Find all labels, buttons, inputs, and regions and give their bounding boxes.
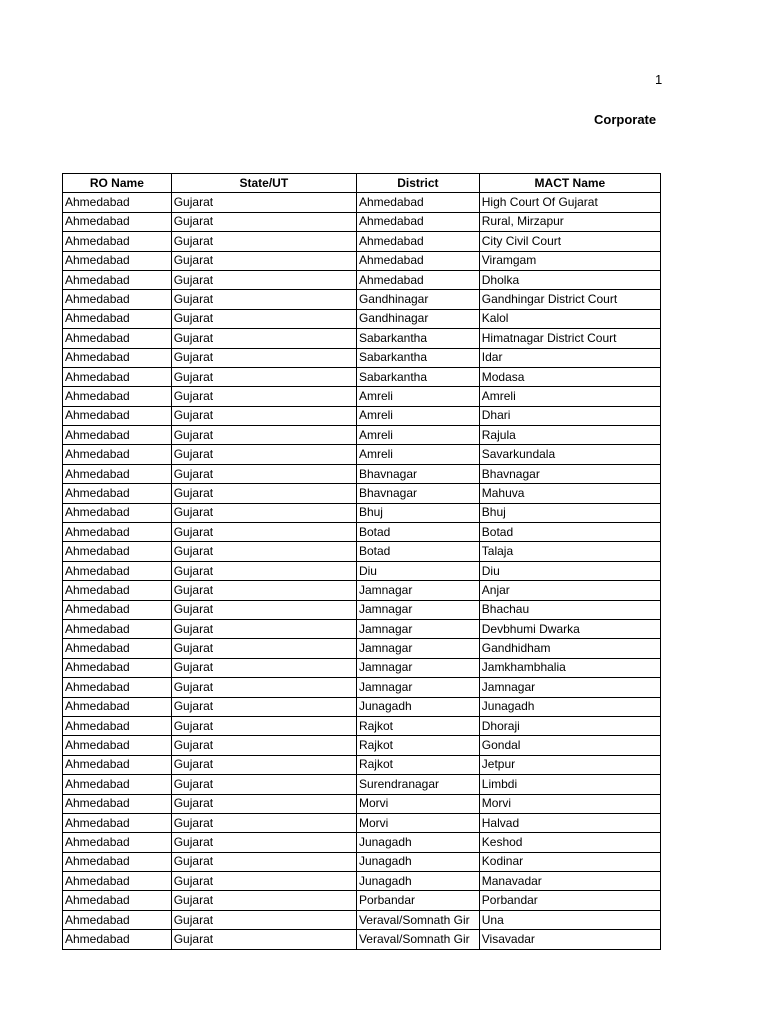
district-cell: Bhavnagar bbox=[356, 484, 479, 503]
state-ut-cell: Gujarat bbox=[171, 561, 356, 580]
table-row bbox=[63, 755, 661, 774]
table-row bbox=[63, 309, 661, 328]
mact-name-cell: Amreli bbox=[479, 387, 660, 406]
district-cell: Jamnagar bbox=[356, 678, 479, 697]
ro-name-cell: Ahmedabad bbox=[63, 639, 172, 658]
mact-name-cell: Visavadar bbox=[479, 930, 660, 949]
district-cell: Ahmedabad bbox=[356, 232, 479, 251]
district-cell: Rajkot bbox=[356, 755, 479, 774]
mact-name-cell: Rural, Mirzapur bbox=[479, 212, 660, 231]
mact-name-cell: Manavadar bbox=[479, 872, 660, 891]
ro-name-cell: Ahmedabad bbox=[63, 697, 172, 716]
ro-name-cell: Ahmedabad bbox=[63, 348, 172, 367]
mact-name-cell: Devbhumi Dwarka bbox=[479, 619, 660, 638]
ro-name-cell: Ahmedabad bbox=[63, 813, 172, 832]
ro-name-cell: Ahmedabad bbox=[63, 193, 172, 212]
state-ut-cell: Gujarat bbox=[171, 270, 356, 289]
mact-name-cell: Bhavnagar bbox=[479, 464, 660, 483]
table-row bbox=[63, 561, 661, 580]
district-cell: Jamnagar bbox=[356, 600, 479, 619]
table-row bbox=[63, 445, 661, 464]
ro-name-cell: Ahmedabad bbox=[63, 387, 172, 406]
state-ut-cell: Gujarat bbox=[171, 930, 356, 949]
state-ut-cell: Gujarat bbox=[171, 542, 356, 561]
table-row bbox=[63, 930, 661, 949]
mact-name-cell: Kalol bbox=[479, 309, 660, 328]
district-cell: Sabarkantha bbox=[356, 367, 479, 386]
state-ut-cell: Gujarat bbox=[171, 910, 356, 929]
mact-name-cell: Mahuva bbox=[479, 484, 660, 503]
mact-name-cell: Porbandar bbox=[479, 891, 660, 910]
ro-name-cell: Ahmedabad bbox=[63, 523, 172, 542]
ro-name-cell: Ahmedabad bbox=[63, 930, 172, 949]
state-ut-cell: Gujarat bbox=[171, 367, 356, 386]
page-heading: Corporate bbox=[594, 112, 657, 127]
ro-name-cell: Ahmedabad bbox=[63, 445, 172, 464]
table-row bbox=[63, 872, 661, 891]
ro-name-cell: Ahmedabad bbox=[63, 426, 172, 445]
table-row bbox=[63, 658, 661, 677]
table-row bbox=[63, 523, 661, 542]
mact-name-cell: Dhari bbox=[479, 406, 660, 425]
district-cell: Veraval/Somnath Gir bbox=[356, 910, 479, 929]
state-ut-cell: Gujarat bbox=[171, 212, 356, 231]
state-ut-cell: Gujarat bbox=[171, 581, 356, 600]
ro-name-cell: Ahmedabad bbox=[63, 581, 172, 600]
district-cell: Amreli bbox=[356, 387, 479, 406]
state-ut-cell: Gujarat bbox=[171, 833, 356, 852]
table-row bbox=[63, 794, 661, 813]
table-row bbox=[63, 329, 661, 348]
mact-name-cell: Diu bbox=[479, 561, 660, 580]
table-row bbox=[63, 619, 661, 638]
table-row bbox=[63, 813, 661, 832]
state-ut-cell: Gujarat bbox=[171, 697, 356, 716]
mact-name-cell: Morvi bbox=[479, 794, 660, 813]
table-row bbox=[63, 775, 661, 794]
mact-name-cell: City Civil Court bbox=[479, 232, 660, 251]
ro-name-cell: Ahmedabad bbox=[63, 212, 172, 231]
ro-name-cell: Ahmedabad bbox=[63, 232, 172, 251]
mact-name-cell: Gandhidham bbox=[479, 639, 660, 658]
state-ut-cell: Gujarat bbox=[171, 290, 356, 309]
district-cell: Junagadh bbox=[356, 697, 479, 716]
ro-name-cell: Ahmedabad bbox=[63, 329, 172, 348]
state-ut-cell: Gujarat bbox=[171, 503, 356, 522]
state-ut-cell: Gujarat bbox=[171, 232, 356, 251]
table-row bbox=[63, 852, 661, 871]
table-row bbox=[63, 678, 661, 697]
mact-name-cell: Idar bbox=[479, 348, 660, 367]
district-cell: Morvi bbox=[356, 813, 479, 832]
state-ut-cell: Gujarat bbox=[171, 329, 356, 348]
header-ro-name: RO Name bbox=[63, 174, 172, 193]
district-cell: Diu bbox=[356, 561, 479, 580]
mact-name-cell: High Court Of Gujarat bbox=[479, 193, 660, 212]
district-cell: Bhuj bbox=[356, 503, 479, 522]
ro-name-cell: Ahmedabad bbox=[63, 503, 172, 522]
table-row bbox=[63, 387, 661, 406]
district-cell: Ahmedabad bbox=[356, 212, 479, 231]
table-row bbox=[63, 212, 661, 231]
mact-name-cell: Anjar bbox=[479, 581, 660, 600]
mact-name-cell: Dhoraji bbox=[479, 716, 660, 735]
ro-name-cell: Ahmedabad bbox=[63, 833, 172, 852]
state-ut-cell: Gujarat bbox=[171, 406, 356, 425]
ro-name-cell: Ahmedabad bbox=[63, 270, 172, 289]
state-ut-cell: Gujarat bbox=[171, 639, 356, 658]
district-cell: Gandhinagar bbox=[356, 290, 479, 309]
table-row bbox=[63, 348, 661, 367]
state-ut-cell: Gujarat bbox=[171, 523, 356, 542]
district-cell: Junagadh bbox=[356, 833, 479, 852]
ro-name-cell: Ahmedabad bbox=[63, 290, 172, 309]
ro-name-cell: Ahmedabad bbox=[63, 755, 172, 774]
table-row bbox=[63, 581, 661, 600]
district-cell: Porbandar bbox=[356, 891, 479, 910]
table-row bbox=[63, 503, 661, 522]
ro-name-cell: Ahmedabad bbox=[63, 600, 172, 619]
district-cell: Rajkot bbox=[356, 736, 479, 755]
district-cell: Botad bbox=[356, 523, 479, 542]
state-ut-cell: Gujarat bbox=[171, 445, 356, 464]
state-ut-cell: Gujarat bbox=[171, 251, 356, 270]
district-cell: Amreli bbox=[356, 426, 479, 445]
mact-table bbox=[62, 173, 661, 950]
table-row bbox=[63, 910, 661, 929]
table-row bbox=[63, 639, 661, 658]
state-ut-cell: Gujarat bbox=[171, 891, 356, 910]
ro-name-cell: Ahmedabad bbox=[63, 309, 172, 328]
table-header bbox=[63, 174, 661, 193]
table-row bbox=[63, 290, 661, 309]
district-cell: Gandhinagar bbox=[356, 309, 479, 328]
mact-name-cell: Himatnagar District Court bbox=[479, 329, 660, 348]
ro-name-cell: Ahmedabad bbox=[63, 775, 172, 794]
district-cell: Jamnagar bbox=[356, 658, 479, 677]
ro-name-cell: Ahmedabad bbox=[63, 794, 172, 813]
state-ut-cell: Gujarat bbox=[171, 813, 356, 832]
state-ut-cell: Gujarat bbox=[171, 755, 356, 774]
state-ut-cell: Gujarat bbox=[171, 348, 356, 367]
mact-name-cell: Jetpur bbox=[479, 755, 660, 774]
ro-name-cell: Ahmedabad bbox=[63, 678, 172, 697]
district-cell: Amreli bbox=[356, 445, 479, 464]
state-ut-cell: Gujarat bbox=[171, 716, 356, 735]
header-mact-name: MACT Name bbox=[479, 174, 660, 193]
mact-name-cell: Gondal bbox=[479, 736, 660, 755]
ro-name-cell: Ahmedabad bbox=[63, 872, 172, 891]
district-cell: Ahmedabad bbox=[356, 251, 479, 270]
ro-name-cell: Ahmedabad bbox=[63, 367, 172, 386]
mact-name-cell: Talaja bbox=[479, 542, 660, 561]
table-row bbox=[63, 251, 661, 270]
state-ut-cell: Gujarat bbox=[171, 794, 356, 813]
mact-name-cell: Jamnagar bbox=[479, 678, 660, 697]
mact-name-cell: Una bbox=[479, 910, 660, 929]
mact-name-cell: Modasa bbox=[479, 367, 660, 386]
table-row bbox=[63, 833, 661, 852]
district-cell: Jamnagar bbox=[356, 639, 479, 658]
table-row bbox=[63, 406, 661, 425]
ro-name-cell: Ahmedabad bbox=[63, 561, 172, 580]
district-cell: Morvi bbox=[356, 794, 479, 813]
district-cell: Sabarkantha bbox=[356, 348, 479, 367]
district-cell: Amreli bbox=[356, 406, 479, 425]
ro-name-cell: Ahmedabad bbox=[63, 464, 172, 483]
state-ut-cell: Gujarat bbox=[171, 426, 356, 445]
district-cell: Junagadh bbox=[356, 872, 479, 891]
mact-name-cell: Bhuj bbox=[479, 503, 660, 522]
state-ut-cell: Gujarat bbox=[171, 852, 356, 871]
table-row bbox=[63, 697, 661, 716]
table-row bbox=[63, 484, 661, 503]
district-cell: Sabarkantha bbox=[356, 329, 479, 348]
state-ut-cell: Gujarat bbox=[171, 736, 356, 755]
ro-name-cell: Ahmedabad bbox=[63, 406, 172, 425]
mact-name-cell: Dholka bbox=[479, 270, 660, 289]
mact-name-cell: Jamkhambhalia bbox=[479, 658, 660, 677]
mact-name-cell: Botad bbox=[479, 523, 660, 542]
table-row bbox=[63, 193, 661, 212]
district-cell: Veraval/Somnath Gir bbox=[356, 930, 479, 949]
ro-name-cell: Ahmedabad bbox=[63, 716, 172, 735]
ro-name-cell: Ahmedabad bbox=[63, 619, 172, 638]
state-ut-cell: Gujarat bbox=[171, 658, 356, 677]
mact-name-cell: Bhachau bbox=[479, 600, 660, 619]
ro-name-cell: Ahmedabad bbox=[63, 910, 172, 929]
ro-name-cell: Ahmedabad bbox=[63, 658, 172, 677]
ro-name-cell: Ahmedabad bbox=[63, 736, 172, 755]
ro-name-cell: Ahmedabad bbox=[63, 891, 172, 910]
ro-name-cell: Ahmedabad bbox=[63, 484, 172, 503]
mact-name-cell: Viramgam bbox=[479, 251, 660, 270]
table-body bbox=[63, 193, 661, 949]
table-row bbox=[63, 426, 661, 445]
table-row bbox=[63, 270, 661, 289]
state-ut-cell: Gujarat bbox=[171, 678, 356, 697]
district-cell: Jamnagar bbox=[356, 581, 479, 600]
state-ut-cell: Gujarat bbox=[171, 600, 356, 619]
mact-name-cell: Junagadh bbox=[479, 697, 660, 716]
header-state-ut: State/UT bbox=[171, 174, 356, 193]
state-ut-cell: Gujarat bbox=[171, 872, 356, 891]
header-district: District bbox=[356, 174, 479, 193]
table-row bbox=[63, 600, 661, 619]
state-ut-cell: Gujarat bbox=[171, 484, 356, 503]
table-row bbox=[63, 367, 661, 386]
ro-name-cell: Ahmedabad bbox=[63, 852, 172, 871]
mact-name-cell: Kodinar bbox=[479, 852, 660, 871]
district-cell: Rajkot bbox=[356, 716, 479, 735]
mact-name-cell: Keshod bbox=[479, 833, 660, 852]
state-ut-cell: Gujarat bbox=[171, 464, 356, 483]
district-cell: Jamnagar bbox=[356, 619, 479, 638]
state-ut-cell: Gujarat bbox=[171, 619, 356, 638]
district-cell: Botad bbox=[356, 542, 479, 561]
district-cell: Surendranagar bbox=[356, 775, 479, 794]
table-row bbox=[63, 542, 661, 561]
mact-name-cell: Gandhingar District Court bbox=[479, 290, 660, 309]
state-ut-cell: Gujarat bbox=[171, 309, 356, 328]
district-cell: Ahmedabad bbox=[356, 193, 479, 212]
table-row bbox=[63, 232, 661, 251]
state-ut-cell: Gujarat bbox=[171, 775, 356, 794]
state-ut-cell: Gujarat bbox=[171, 193, 356, 212]
ro-name-cell: Ahmedabad bbox=[63, 251, 172, 270]
table-row bbox=[63, 716, 661, 735]
table-row bbox=[63, 464, 661, 483]
mact-name-cell: Limbdi bbox=[479, 775, 660, 794]
header-row bbox=[63, 174, 661, 193]
mact-name-cell: Rajula bbox=[479, 426, 660, 445]
page-number: 1 bbox=[655, 72, 663, 87]
mact-name-cell: Halvad bbox=[479, 813, 660, 832]
mact-name-cell: Savarkundala bbox=[479, 445, 660, 464]
table-row bbox=[63, 891, 661, 910]
ro-name-cell: Ahmedabad bbox=[63, 542, 172, 561]
district-cell: Bhavnagar bbox=[356, 464, 479, 483]
district-cell: Ahmedabad bbox=[356, 270, 479, 289]
table-row bbox=[63, 736, 661, 755]
state-ut-cell: Gujarat bbox=[171, 387, 356, 406]
district-cell: Junagadh bbox=[356, 852, 479, 871]
